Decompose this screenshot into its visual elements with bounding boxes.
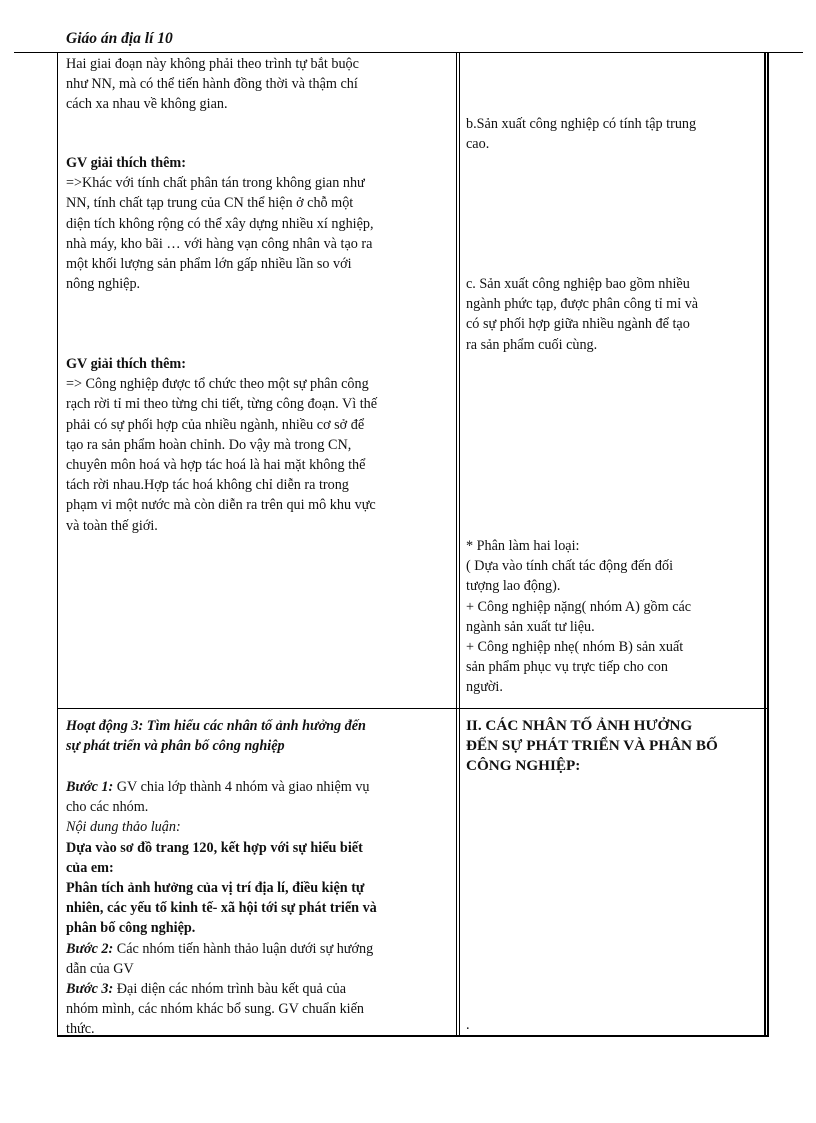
text-line: có sự phối hợp giữa nhiều ngành để tạo	[466, 316, 690, 333]
text-line: nhà máy, kho bãi … với hàng vạn công nhân và tạo ra	[66, 235, 373, 252]
text-line: một khối lượng sản phẩm lớn gấp nhiều lần so với	[66, 256, 352, 273]
text-line: nhóm mình, các nhóm khác bổ sung. GV chuẩn kiến	[66, 1001, 365, 1018]
table-border-right-outer	[767, 53, 769, 1036]
text-line: tạo ra sản phẩm hoàn chỉnh. Do vậy mà trong CN,	[66, 436, 352, 453]
text-line: * Phân làm hai loại:	[466, 538, 580, 554]
text-line: cách xa nhau về không gian.	[66, 96, 228, 113]
text-line: b.Sản xuất công nghiệp có tính tập trung	[466, 116, 697, 132]
step-1-line	[66, 777, 377, 797]
step-3-text: Đại diện các nhóm trình bàu kết quả của	[113, 981, 347, 998]
heading-line: II. CÁC NHÂN TỐ ẢNH HƯỞNG	[466, 717, 693, 734]
text-line: thức.	[66, 1021, 95, 1038]
text-line: dẫn của GV	[66, 960, 134, 977]
text-line: tượng lao động).	[466, 578, 561, 595]
section-2-heading	[466, 716, 718, 776]
discussion-line: Phân tích ảnh hưởng của vị trí địa lí, điều kiện tự	[66, 880, 365, 897]
discussion-line: phân bố công nghiệp.	[66, 920, 196, 937]
step-1-text: GV chia lớp thành 4 nhóm và giao nhiệm vụ	[113, 779, 370, 795]
gv-explanation-2	[66, 354, 377, 536]
industry-types	[466, 536, 691, 698]
activity-3-steps	[66, 777, 377, 1040]
text-line: ngành phức tạp, được phân công tỉ mỉ và	[466, 296, 699, 313]
text-line: ( Dựa vào tính chất tác động đến đối	[466, 558, 674, 575]
table-row-divider	[57, 708, 768, 709]
table-border-middle	[456, 53, 457, 1036]
text-line: nông nghiệp.	[66, 276, 141, 293]
text-line: c. Sản xuất công nghiệp bao gồm nhiều	[466, 276, 690, 292]
step-1-label: Bước 1:	[66, 779, 114, 795]
text-line: sản phẩm phục vụ trực tiếp cho con	[466, 659, 668, 676]
text-line: phải có sự phối hợp của nhiều ngành, nhiều cơ sở để	[66, 416, 365, 433]
text-line: cho các nhóm.	[66, 799, 149, 816]
text-line: Hai giai đoạn này không phải theo trình tự bắt buộc	[66, 56, 359, 72]
gv-explanation-1	[66, 153, 374, 294]
discussion-line: nhiên, các yếu tố kinh tế- xã hội tới sự phát triển và	[66, 900, 377, 917]
heading-line: ĐẾN SỰ PHÁT TRIỂN VÀ PHÂN BỐ	[466, 737, 718, 754]
text-line: diện tích không rộng có thể xây dựng nhiều xí nghiệp,	[66, 215, 374, 232]
table-border-middle-inner	[459, 53, 460, 1036]
text-line: =>Khác với tính chất phân tán trong không gian như	[66, 175, 365, 192]
text-line: NN, tính chất tạp trung của CN thể hiện ở chỗ một	[66, 195, 354, 212]
page-header-title: Giáo án địa lí 10	[66, 30, 173, 47]
text-line: ngành sản xuất tư liệu.	[466, 618, 595, 635]
step-2-line	[66, 939, 377, 959]
text-line: người.	[466, 679, 503, 696]
discussion-line: của em:	[66, 859, 114, 876]
point-c	[466, 274, 698, 355]
text-line: => Công nghiệp được tổ chức theo một sự phân công	[66, 376, 369, 393]
text-line: và toàn thế giới.	[66, 517, 158, 534]
table-border-left	[57, 53, 58, 1036]
table-border-right	[764, 53, 766, 1036]
discussion-line: Dựa vào sơ đồ trang 120, kết hợp với sự hiểu biết	[66, 839, 363, 856]
text-line: cao.	[466, 136, 490, 153]
discussion-label: Nội dung thảo luận:	[66, 819, 181, 836]
text-line: rạch rời tỉ mỉ theo từng chi tiết, từng công đoạn. Vì thế	[66, 396, 378, 413]
text-line: phạm vi một nước mà còn diễn ra trên qui mô khu vực	[66, 497, 376, 514]
gv-heading: GV giải thích thêm:	[66, 356, 186, 372]
activity-title-line: sự phát triển và phân bố công nghiệp	[66, 738, 285, 755]
activity-title-line: Hoạt động 3: Tìm hiểu các nhân tố ảnh hưởng đến	[66, 718, 366, 734]
step-3-label: Bước 3:	[66, 981, 114, 998]
text-line: chuyên môn hoá và hợp tác hoá là hai mặt không thể	[66, 457, 366, 474]
step-2-label: Bước 2:	[66, 940, 114, 957]
text-line: + Công nghiệp nhẹ( nhóm B) sản xuất	[466, 639, 684, 656]
point-b	[466, 114, 696, 154]
intro-paragraph	[66, 54, 359, 115]
header-rule	[14, 52, 803, 53]
text-line: như NN, mà có thể tiến hành đồng thời và thậm chí	[66, 76, 358, 93]
text-line: tách rời nhau.Hợp tác hoá không chỉ diễn ra trong	[66, 477, 349, 494]
heading-line: CÔNG NGHIỆP:	[466, 757, 581, 774]
trailing-dot: .	[466, 1017, 470, 1033]
step-3-line	[66, 979, 377, 999]
text-line: ra sản phẩm cuối cùng.	[466, 336, 598, 353]
step-2-text: Các nhóm tiến hành thảo luận dưới sự hướng	[113, 940, 374, 957]
gv-heading: GV giải thích thêm:	[66, 155, 186, 171]
activity-3-title	[66, 716, 366, 756]
text-line: + Công nghiệp nặng( nhóm A) gồm các	[466, 598, 692, 615]
